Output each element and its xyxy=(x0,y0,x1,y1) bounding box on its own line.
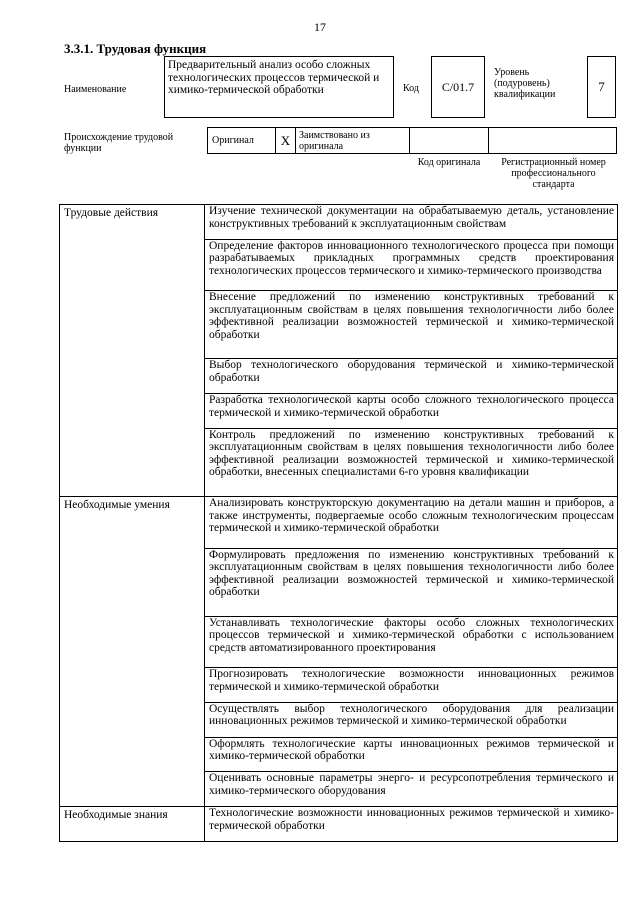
labor-action-item: Определение факторов инновационного технологического процесса при помощи разрабатываемых прикладных программных средств проектирования технологических процессов термического и химико-термического производства xyxy=(205,239,618,290)
table-row xyxy=(60,807,618,842)
skills-label: Необходимые умения xyxy=(60,497,205,807)
original-label: Оригинал xyxy=(212,135,254,146)
function-name-value: Предварительный анализ особо сложных технологических процессов термической и химико-термической обработки xyxy=(168,59,380,96)
skill-item: Оценивать основные параметры энерго- и ресурсопотребления термического и химико-термического оборудования xyxy=(205,772,618,807)
original-mark-cell xyxy=(275,127,296,154)
labor-action-item: Внесение предложений по изменению конструктивных требований к эксплуатационным свойствам в целях повышения технологичности либо более эффективной реализации возможностей термической и химико-термической обработки xyxy=(205,291,618,359)
labor-action-item: Контроль предложений по изменению конструктивных требований к эксплуатационным свойствам в целях повышения технологичности либо более эффективной реализации возможностей термической и химико-термической обработки, внесенных специалистами 6-го уровня квалификации xyxy=(205,428,618,496)
skill-item: Формулировать предложения по изменению конструктивных требований к эксплуатационным свойствам в целях повышения технологичности либо более эффективной реализации возможностей термической и химико-термической обработки xyxy=(205,548,618,616)
function-name-box xyxy=(164,56,394,118)
section-title: 3.3.1. Трудовая функция xyxy=(64,41,207,56)
origin-label: Происхождение трудовой функции xyxy=(64,132,174,154)
borrowed-cell xyxy=(295,127,410,154)
labor-actions-label: Трудовые действия xyxy=(60,205,205,497)
borrowed-label: Заимствовано из оригинала xyxy=(299,130,370,152)
skill-item: Оформлять технологические карты инновационных режимов термической и химико-термической обработки xyxy=(205,737,618,772)
level-label: Уровень (подуровень) квалификации xyxy=(494,67,556,100)
name-label: Наименование xyxy=(64,84,127,95)
skill-item: Осуществлять выбор технологического оборудования для реализации инновационных режимов термической и химико-термической обработки xyxy=(205,702,618,737)
original-mark: X xyxy=(280,132,291,148)
level-value: 7 xyxy=(598,79,605,94)
code-original-cell xyxy=(409,127,489,154)
skill-item: Прогнозировать технологические возможности инновационных режимов термической и химико-термической обработки xyxy=(205,668,618,703)
code-box xyxy=(431,56,485,118)
labor-action-item: Разработка технологической карты особо сложного технологического процесса термической и химико-термической обработки xyxy=(205,394,618,429)
code-label: Код xyxy=(403,83,419,94)
labor-action-item: Выбор технологического оборудования термической и химико-термической обработки xyxy=(205,359,618,394)
knowledge-label: Необходимые знания xyxy=(60,807,205,842)
skill-item: Анализировать конструкторскую документацию на детали машин и приборов, а также инструменты, подвергаемые особо сложным технологическим процессам термической и химико-термической обработки xyxy=(205,497,618,548)
code-original-caption: Код оригинала xyxy=(417,157,481,168)
table-row xyxy=(60,205,618,240)
labor-function-table xyxy=(59,204,618,842)
labor-action-item: Изучение технической документации на обрабатываемую деталь, установление конструктивных требований к эксплуатационным свойствам xyxy=(205,205,618,240)
original-cell xyxy=(207,127,276,154)
reg-number-caption: Регистрационный номер профессионального стандарта xyxy=(501,157,606,190)
level-box xyxy=(587,56,616,118)
code-value: C/01.7 xyxy=(441,79,475,94)
knowledge-item: Технологические возможности инновационных режимов термической и химико-термической обработки xyxy=(205,807,618,842)
reg-number-cell xyxy=(488,127,617,154)
skill-item: Устанавливать технологические факторы особо сложных технологических процессов термической и химико-термической обработки с использованием средств автоматизированного проектирования xyxy=(205,616,618,667)
page-number: 17 xyxy=(314,20,326,34)
table-row xyxy=(60,497,618,548)
